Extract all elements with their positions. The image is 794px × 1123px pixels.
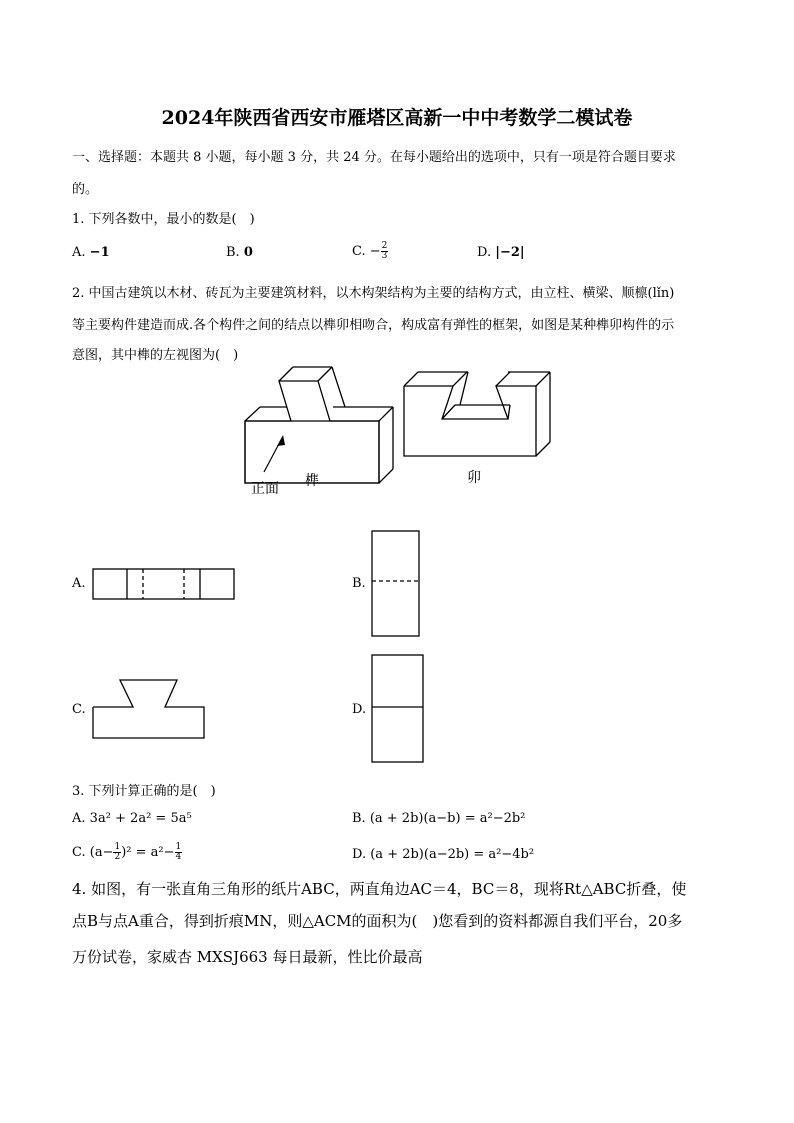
- option-a-figure: [93, 569, 234, 599]
- option-value: 0: [243, 245, 253, 260]
- section-heading-cont: 的。: [72, 182, 99, 197]
- q1-stem: 1. 下列各数中，最小的数是( ): [72, 212, 255, 227]
- option-expr: (a + 2b)(a−2b) = a²−4b²: [370, 847, 535, 862]
- q2-option-d-label: D.: [352, 702, 367, 717]
- option-letter: B.: [226, 245, 240, 260]
- option-d-figure: [372, 655, 423, 762]
- fraction: $\frac{2}{3}$: [381, 241, 388, 261]
- q2-option-a-label: A.: [72, 576, 86, 591]
- q3-option-b: [352, 811, 525, 826]
- section-heading: 一、选择题：本题共 8 小题，每小题 3 分，共 24 分。在每小题给出的选项中，只有一项是符合题目要求: [72, 150, 676, 165]
- option-letter: B.: [352, 811, 366, 826]
- option-sign: −: [369, 244, 381, 259]
- q2-option-b-label: B.: [352, 576, 366, 591]
- q2-stem-line3: 意图，其中榫的左视图为( ): [72, 348, 239, 363]
- fraction: $\frac{1}{4}$: [175, 842, 182, 862]
- tenon-label: 榫: [305, 473, 319, 489]
- option-c-figure: [93, 680, 204, 738]
- option-expr: 3a² + 2a² = 5a⁵: [89, 811, 192, 826]
- q2-stem-line2: 等主要构件建造而成.各个构件之间的结点以榫卯相吻合，构成富有弹性的框架，如图是某种榫卯构件的示: [72, 318, 675, 333]
- option-letter: A.: [72, 811, 86, 826]
- q2-option-c-label: C.: [72, 702, 86, 717]
- option-b-figure: [372, 531, 419, 636]
- option-value: −1: [89, 245, 110, 260]
- q2-stem-line1: 2. 中国古建筑以木材、砖瓦为主要建筑材料，以木构架结构为主要的结构方式，由立柱、横梁、顺檩(lǐn): [72, 286, 675, 301]
- q3-option-d: [352, 847, 534, 862]
- option-expr-part: (a−: [89, 845, 114, 860]
- q4-stem-line2: 点B与点A重合，得到折痕MN，则△ACM的面积为( )您看到的资料都源自我们平台，20多: [72, 912, 683, 930]
- option-letter: C.: [72, 845, 86, 860]
- q4-stem-line3: 万份试卷，家威杏 MXSJ663 每日最新，性比价最高: [72, 948, 423, 966]
- fraction: $\frac{1}{2}$: [114, 842, 121, 862]
- option-expr-part: )² = a²−: [121, 845, 175, 860]
- front-label: 正面: [251, 481, 279, 497]
- option-value: |−2|: [495, 245, 525, 260]
- q4-stem-line1: 4. 如图，有一张直角三角形的纸片ABC，两直角边AC＝4，BC＝8，现将Rt△ABC折叠，使: [72, 880, 687, 898]
- mortise-label: 卯: [467, 470, 481, 486]
- option-letter: A.: [72, 245, 86, 260]
- page-title: 2024年陕西省西安市雁塔区高新一中中考数学二模试卷: [161, 107, 633, 129]
- q3-option-c: [72, 843, 182, 862]
- option-letter: D.: [477, 245, 492, 260]
- option-letter: C.: [352, 244, 366, 259]
- option-letter: D.: [352, 847, 367, 862]
- q3-option-a: [72, 811, 192, 826]
- q3-stem: 3. 下列计算正确的是( ): [72, 784, 216, 799]
- option-expr: (a + 2b)(a−b) = a²−2b²: [369, 811, 526, 826]
